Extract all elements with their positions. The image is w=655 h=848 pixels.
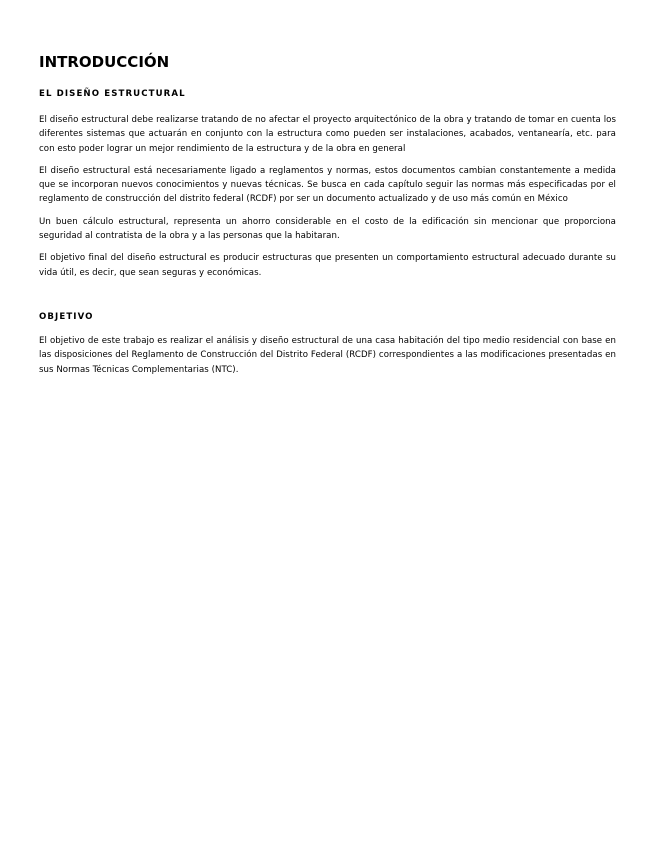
- section-spacer: [39, 288, 616, 311]
- document-page: [39, 52, 616, 385]
- paragraph: El objetivo de este trabajo es realizar el análisis y diseño estructural de una casa habitación del tipo medio residencial con base en las disposiciones del Reglamento de Construcción del Distrito Federal (RCDF) correspondientes a las modificaciones presentadas en sus Normas Técnicas Complementarias (NTC).: [39, 335, 616, 375]
- paragraph: El diseño estructural está necesariamente ligado a reglamentos y normas, estos documentos cambian constantemente a medida que se incorporan nuevos conocimientos y nuevas técnicas. Se busca en cada capítulo seguir las normas más especificadas por el reglamento de construcción del distrito federal (RCDF) por ser un documento actualizado y de uso más común en México: [39, 165, 616, 205]
- paragraph: El diseño estructural debe realizarse tratando de no afectar el proyecto arquitectónico de la obra y tratando de tomar en cuenta los diferentes sistemas que actuarán en conjunto con la estructura como pueden ser instalaciones, acabados, ventanearía, etc. para con esto poder lograr un mejor rendimiento de la estructura y de la obra en general: [39, 115, 616, 154]
- paragraph: Un buen cálculo estructural, representa un ahorro considerable en el costo de la edificación sin mencionar que proporciona seguridad al contratista de la obra y a las personas que la habitaran.: [39, 216, 616, 242]
- section-objetivo: [39, 311, 616, 377]
- paragraph: El objetivo final del diseño estructural es producir estructuras que presenten un comportamiento estructural adecuado durante su vida útil, es decir, que sean seguras y económicas.: [39, 253, 616, 278]
- document-title: INTRODUCCIÓN: [39, 53, 170, 71]
- section-heading: EL DISEÑO ESTRUCTURAL: [39, 89, 186, 99]
- section-heading: OBJETIVO: [39, 311, 94, 322]
- section-diseno-estructural: [39, 88, 616, 280]
